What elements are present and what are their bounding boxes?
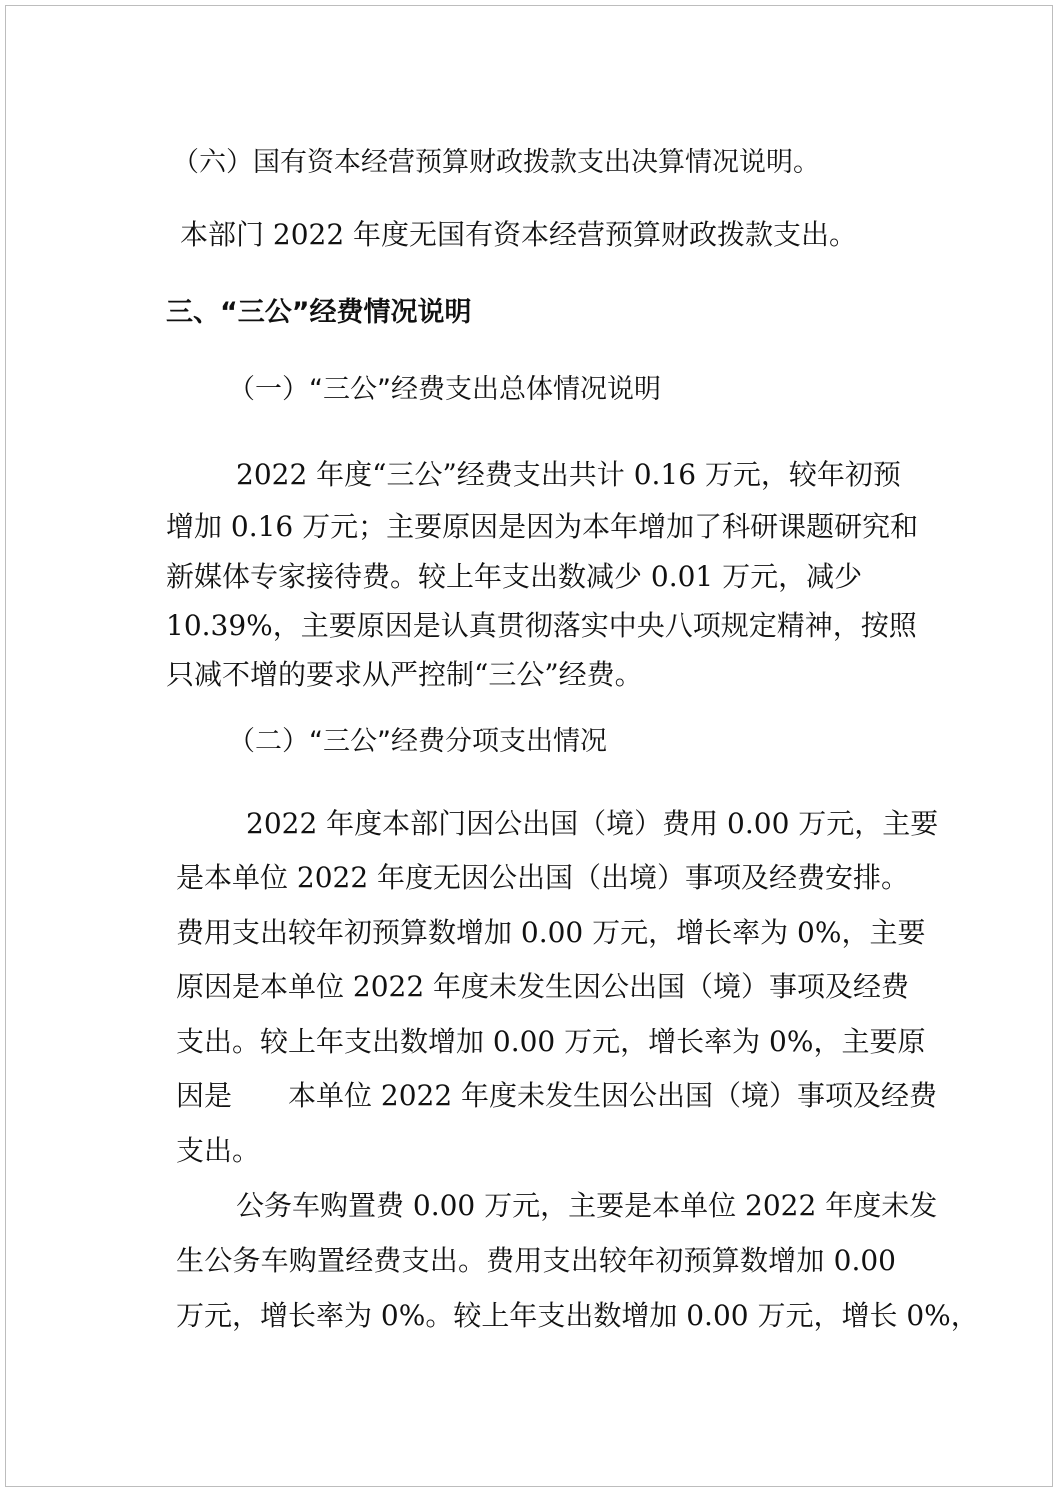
paragraph-line: 因是 本单位 2022 年度未发生因公出国（境）事项及经费 — [176, 1079, 938, 1112]
paragraph-line: 新媒体专家接待费。较上年支出数减少 0.01 万元，减少 — [166, 560, 863, 593]
section-heading-1: （一）“三公”经费支出总体情况说明 — [228, 374, 661, 405]
paragraph-line: 支出。较上年支出数增加 0.00 万元，增长率为 0%，主要原 — [176, 1025, 926, 1058]
paragraph-line: 2022 年度本部门因公出国（境）费用 0.00 万元，主要 — [246, 807, 939, 840]
section-heading-6: （六）国有资本经营预算财政拨款支出决算情况说明。 — [172, 147, 820, 178]
paragraph-line: 万元，增长率为 0%。较上年支出数增加 0.00 万元，增长 0%， — [176, 1299, 979, 1332]
paragraph-line: 10.39%，主要原因是认真贯彻落实中央八项规定精神，按照 — [166, 609, 917, 642]
paragraph-line: 生公务车购置经费支出。费用支出较年初预算数增加 0.00 — [176, 1244, 896, 1277]
paragraph-line: 费用支出较年初预算数增加 0.00 万元，增长率为 0%，主要 — [176, 916, 926, 949]
paragraph-line: 支出。 — [176, 1134, 261, 1167]
paragraph-line: 只减不增的要求从严控制“三公”经费。 — [166, 658, 643, 691]
paragraph-line: 是本单位 2022 年度无因公出国（出境）事项及经费安排。 — [176, 861, 910, 894]
section-heading-2: （二）“三公”经费分项支出情况 — [228, 726, 607, 757]
paragraph-line: 原因是本单位 2022 年度未发生因公出国（境）事项及经费 — [176, 970, 910, 1003]
chapter-heading-3: 三、“三公”经费情况说明 — [166, 297, 472, 328]
paragraph-line: 本部门 2022 年度无国有资本经营预算财政拨款支出。 — [180, 218, 858, 251]
paragraph-line: 2022 年度“三公”经费支出共计 0.16 万元，较年初预 — [236, 458, 901, 491]
paragraph-line: 增加 0.16 万元；主要原因是因为本年增加了科研课题研究和 — [166, 510, 919, 543]
paragraph-line: 公务车购置费 0.00 万元，主要是本单位 2022 年度未发 — [236, 1189, 938, 1222]
